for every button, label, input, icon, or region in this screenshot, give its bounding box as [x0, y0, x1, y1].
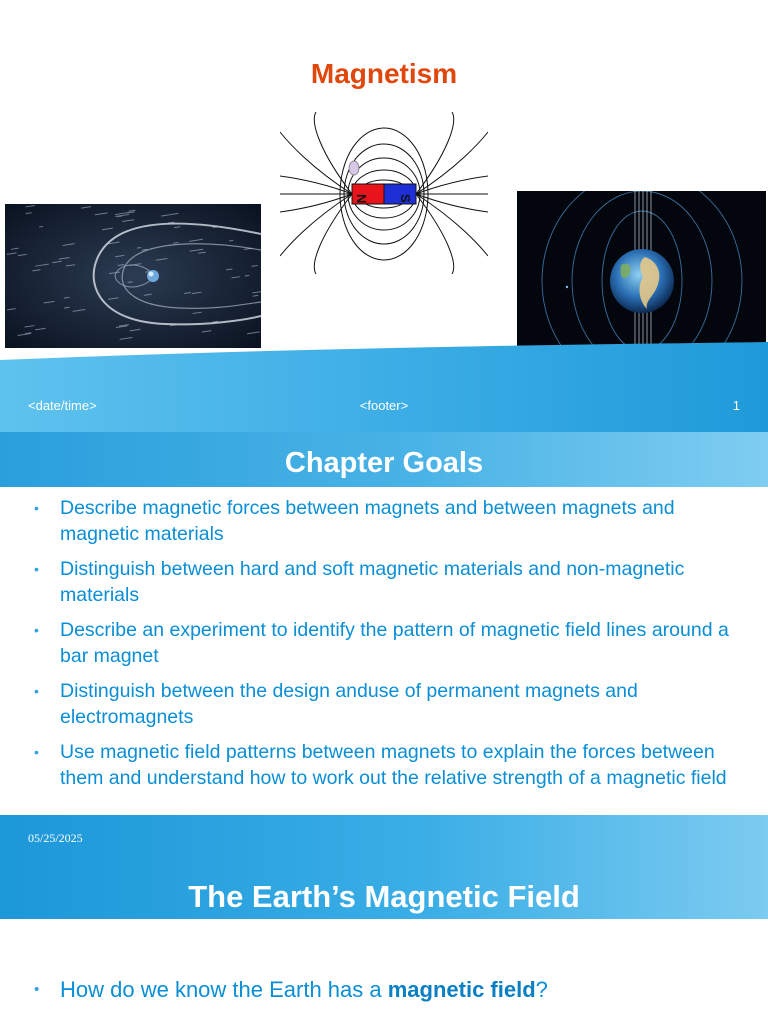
list-item: • Use magnetic field patterns between magnets to explain the forces between them and understand how to work out the relative strength of a magnetic field: [34, 741, 727, 789]
bullet-icon: •: [34, 561, 39, 577]
south-label: S: [398, 194, 413, 203]
north-label: N: [354, 194, 369, 204]
earth-magnetic-field-image: [517, 191, 766, 349]
slide1-title: Magnetism: [310, 58, 458, 89]
bullet-icon: •: [34, 744, 39, 760]
bold-term: magnetic field: [387, 977, 536, 1002]
list-item: • Describe an experiment to identify the pattern of magnetic field lines around a bar magnet: [34, 619, 729, 667]
list-item: • Describe magnetic forces between magnets and between magnets and magnetic materials: [34, 497, 675, 545]
list-item: • Distinguish between the design anduse of permanent magnets and electromagnets: [34, 680, 638, 728]
bullet-icon: •: [34, 622, 39, 638]
bar-magnet-field-image: [280, 112, 488, 274]
slide1-footer-placeholder: <footer>: [359, 398, 409, 413]
slide1-footer-band: [0, 340, 768, 432]
slide2-title: Chapter Goals: [284, 447, 484, 479]
chapter-goals-list: [34, 496, 746, 801]
slide3-question-item: • How do we know the Earth has a magnetic field?: [34, 977, 548, 1002]
list-item: • Distinguish between hard and soft magnetic materials and non-magnetic materials: [34, 558, 685, 606]
compass-icon: [349, 161, 359, 175]
slide1-page-number: 1: [732, 398, 740, 413]
slide2-date: 05/25/2025: [28, 831, 83, 845]
magnetosphere-image: [5, 204, 261, 348]
bullet-icon: •: [34, 683, 39, 699]
bullet-icon: •: [34, 500, 39, 516]
slide3-title: The Earth’s Magnetic Field: [188, 879, 580, 914]
bullet-icon: •: [34, 981, 40, 998]
slide1-date-placeholder: <date/time>: [28, 398, 97, 413]
